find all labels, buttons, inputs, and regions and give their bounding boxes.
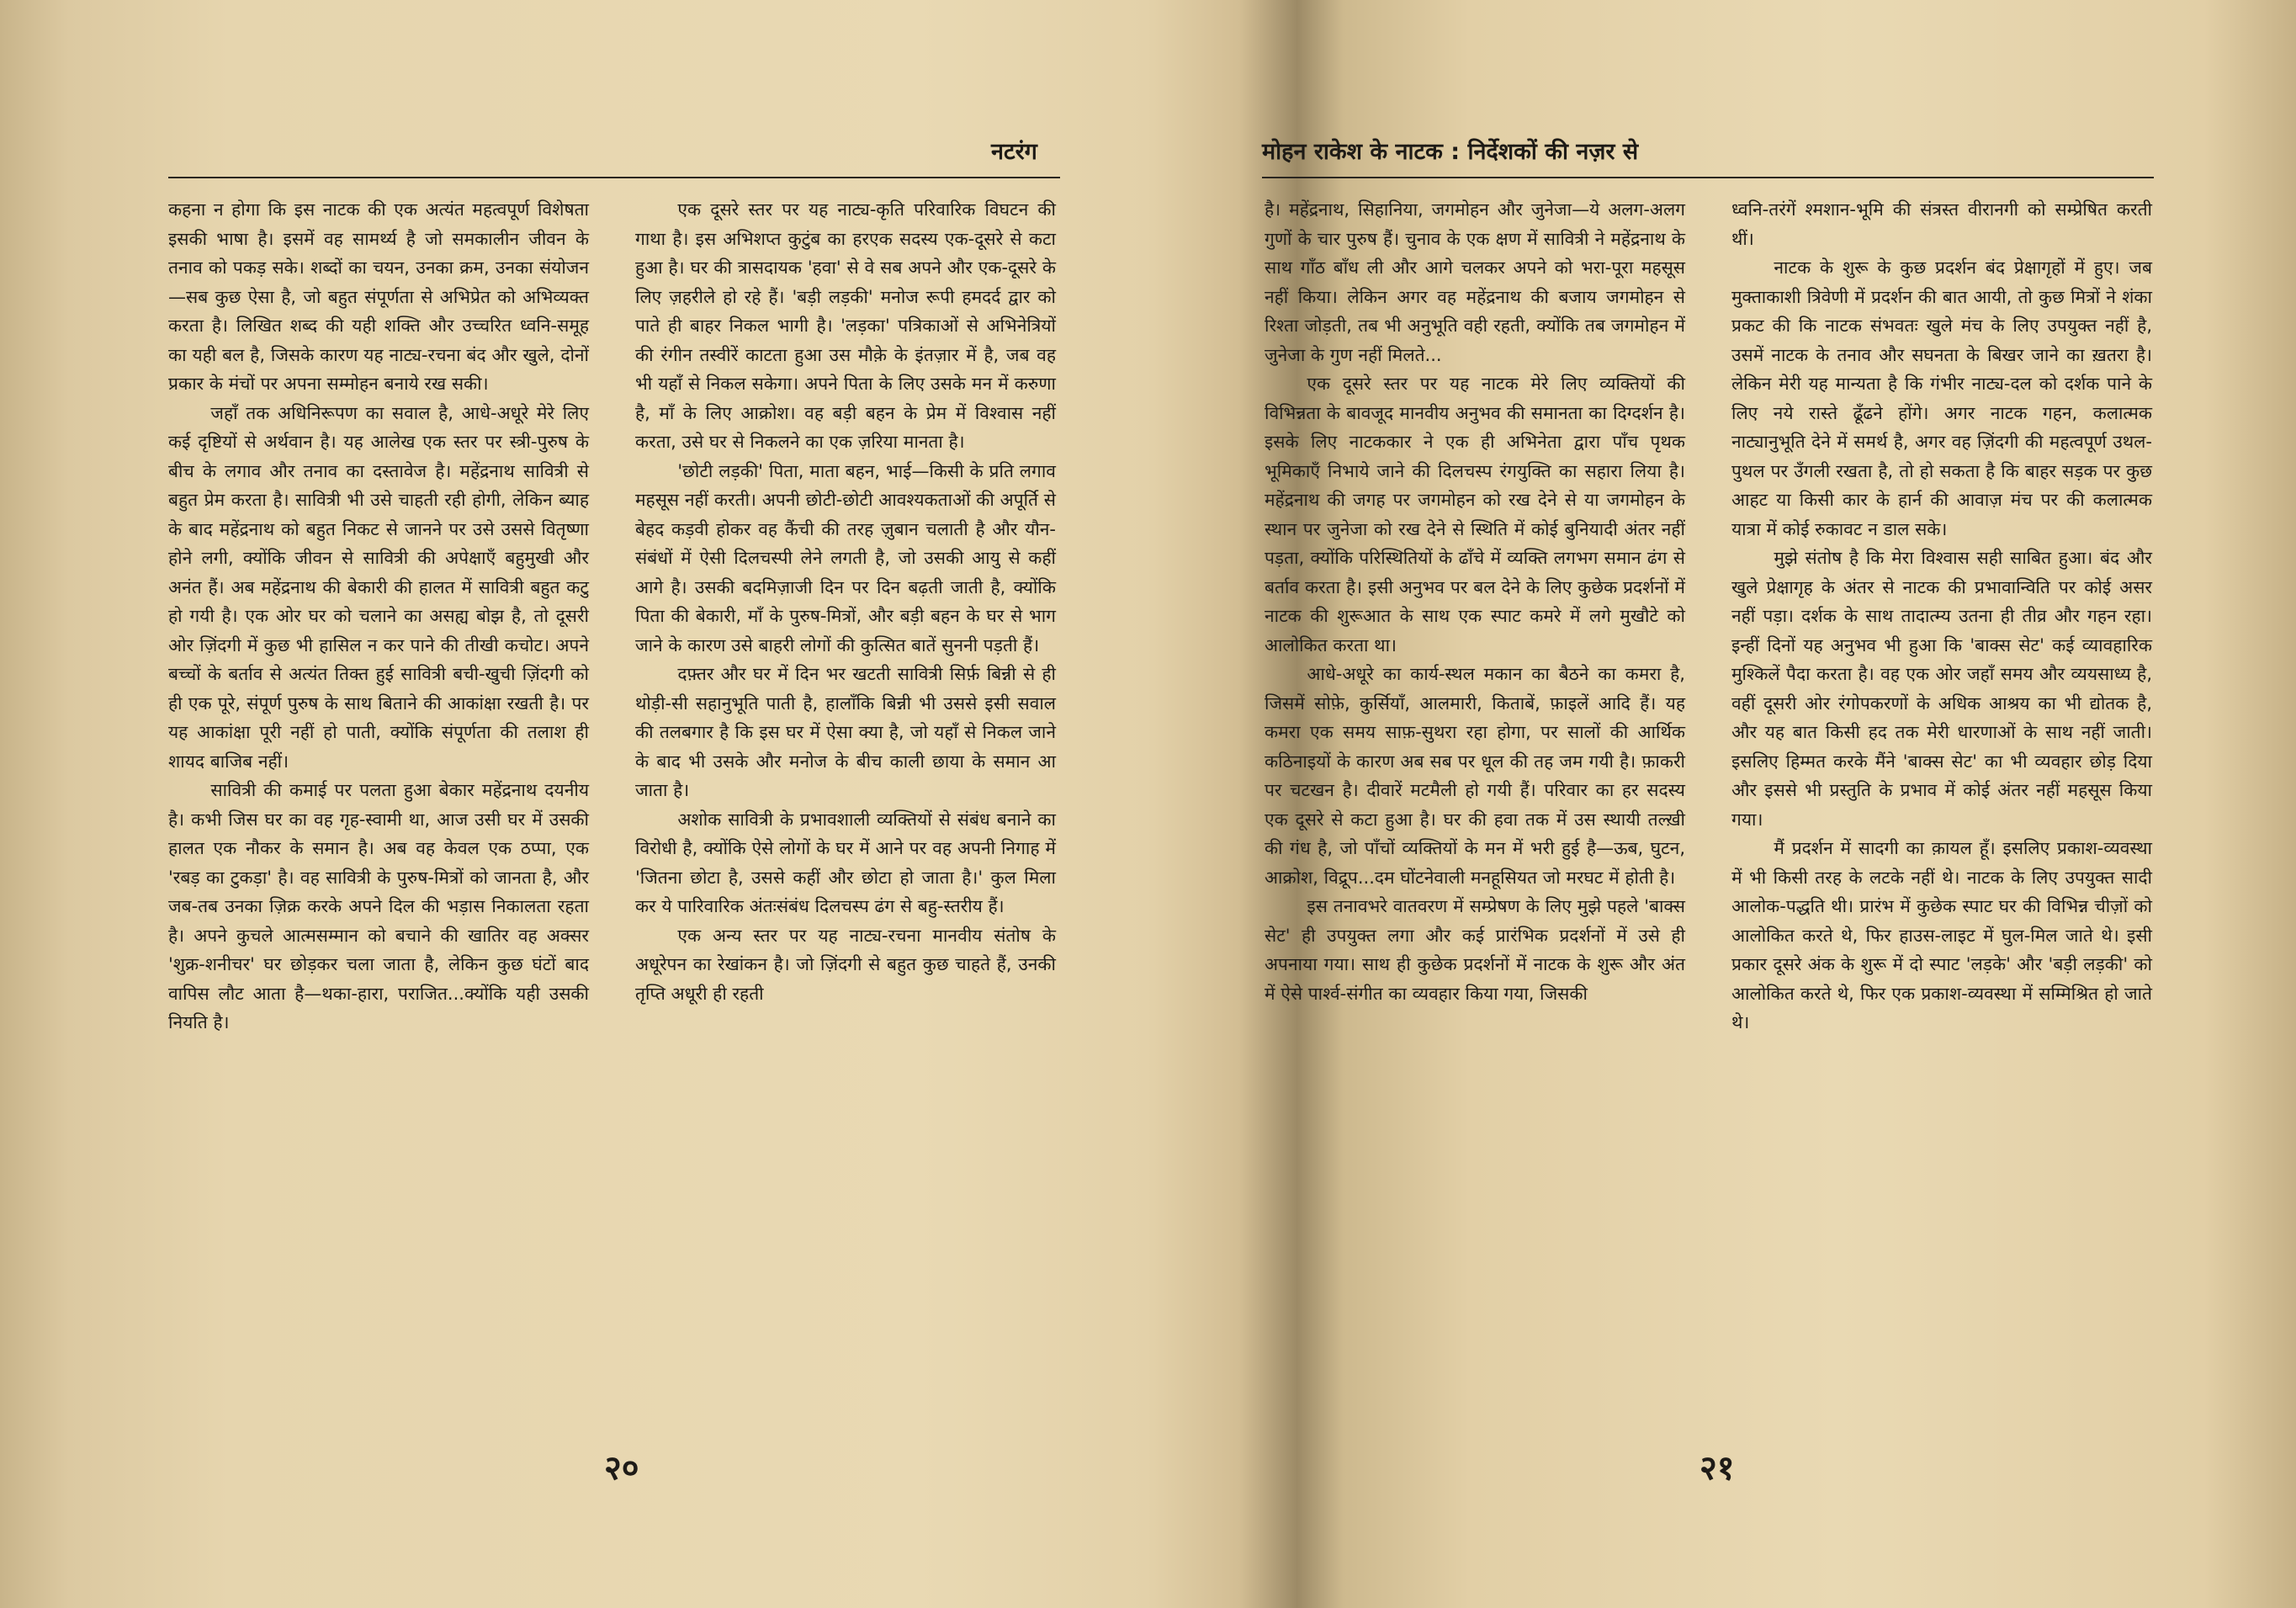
paragraph: एक दूसरे स्तर पर यह नाट्य-कृति परिवारिक विघटन की गाथा है। इस अभिशप्त कुटुंब का हरएक सदस्य एक-दूसरे से कटा हुआ है। घर की त्रासदायक 'हवा' से वे सब अपने और एक-दूसरे के लिए ज़हरीले हो रहे हैं। 'बड़ी लड़की' मनोज रूपी हमदर्द द्वार को पाते ही बाहर निकल भागी है। 'लड़का' पत्रिकाओं से अभिनेत्रियों की रंगीन तस्वीरें काटता हुआ उस मौक़े के इंतज़ार में है, जब वह भी यहाँ से निकल सकेगा। अपने पिता के लिए उसके मन में करुणा है, माँ के लिए आक्रोश। वह बड़ी बहन के प्रेम में विश्वास नहीं करता, उसे घर से निकलने का एक ज़रिया मानता है। <box>635 199 1056 452</box>
paragraph: आधे-अधूरे का कार्य-स्थल मकान का बैठने का कमरा है, जिसमें सोफ़े, कुर्सियाँ, आलमारी, किताबें, फ़ाइलें आदि हैं। यह कमरा एक समय साफ़-सुथरा रहा होगा, पर सालों की आर्थिक कठिनाइयों के कारण अब सब पर धूल की तह जम गयी है। फ़ाकरी पर चटखन है। दीवारें मटमैली हो गयी हैं। परिवार का हर सदस्य एक दूसरे से कटा हुआ है। घर की हवा तक में उस स्थायी तल्ख़ी की गंध है, जो पाँचों व्यक्तियों के मन में भरी हुई है—ऊब, घुटन, आक्रोश, विद्रूप...दम घोंटनेवाली मनहूसियत जो मरघट में होती है। <box>1265 664 1685 888</box>
paragraph: 'छोटी लड़की' पिता, माता बहन, भाई—किसी के प्रति लगाव महसूस नहीं करती। अपनी छोटी-छोटी आवश्यकताओं की अपूर्ति से बेहद कड़वी होकर वह कैंची की तरह ज़ुबान चलाती है और यौन-संबंधों में ऐसी दिलचस्पी लेने लगती है, जो उसकी आयु से कहीं आगे है। उसकी बदमिज़ाजी दिन पर दिन बढ़ती जाती है, क्योंकि पिता की बेकारी, माँ के पुरुष-मित्रों, और बड़ी बहन के घर से भाग जाने के कारण उसे बाहरी लोगों की कुत्सित बातें सुननी पड़ती हैं। <box>635 460 1056 655</box>
paragraph: मैं प्रदर्शन में सादगी का क़ायल हूँ। इसलिए प्रकाश-व्यवस्था में भी किसी तरह के लटके नहीं थे। नाटक के लिए उपयुक्त सादी आलोक-पद्धति थी। प्रारंभ में कुछेक स्पाट घर की विभिन्न चीज़ों को आलोकित करते थे, फिर हाउस-लाइट में घुल-मिल जाते थे। इसी प्रकार दूसरे अंक के शुरू में दो स्पाट 'लड़के' और 'बड़ी लड़की' को आलोकित करते थे, फिर एक प्रकाश-व्यवस्था में सम्मिश्रित हो जाते थे। <box>1731 838 2152 1032</box>
paragraph: ध्वनि-तरंगें श्मशान-भूमि की संत्रस्त वीरानगी को सम्प्रेषित करती थीं। <box>1731 199 2152 249</box>
paragraph: इस तनावभरे वातवरण में सम्प्रेषण के लिए मुझे पहले 'बाक्स सेट' ही उपयुक्त लगा और कई प्रारंभिक प्रदर्शनों में उसे ही अपनाया गया। साथ ही कुछेक प्रदर्शनों में नाटक के शुरू और अंत में ऐसे पार्श्व-संगीत का व्यवहार किया गया, जिसकी <box>1265 896 1685 1004</box>
paragraph: कहना न होगा कि इस नाटक की एक अत्यंत महत्वपूर्ण विशेषता इसकी भाषा है। इसमें वह सामर्थ्य है जो समकालीन जीवन के तनाव को पकड़ सके। शब्दों का चयन, उनका क्रम, उनका संयोजन—सब कुछ ऐसा है, जो बहुत संपूर्णता से अभिप्रेत को अभिव्यक्त करता है। लिखित शब्द की यही शक्ति और उच्चरित ध्वनि-समूह का यही बल है, जिसके कारण यह नाट्य-रचना बंद और खुले, दोनों प्रकार के मंचों पर अपना सम्मोहन बनाये रख सकी। <box>168 199 589 394</box>
left-column-2 <box>635 195 1056 1008</box>
left-page <box>0 0 1136 1608</box>
paragraph: अशोक सावित्री के प्रभावशाली व्यक्तियों से संबंध बनाने का विरोधी है, क्योंकि ऐसे लोगों के घर में आने पर वह अपनी निगाह में 'जितना छोटा है, उससे कहीं और छोटा हो जाता है।' कुल मिला कर ये पारिवारिक अंतःसंबंध दिलचस्प ढंग से बहु-स्तरीय हैं। <box>635 809 1056 916</box>
right-column-2 <box>1731 195 2152 1038</box>
running-head-right: मोहन राकेश के नाटक : निर्देशकों की नज़र से <box>1262 139 1639 165</box>
paragraph: सावित्री की कमाई पर पलता हुआ बेकार महेंद्रनाथ दयनीय है। कभी जिस घर का वह गृह-स्वामी था, आज उसी घर में उसकी हालत एक नौकर के समान है। अब वह केवल एक ठप्पा, एक 'रबड़ का टुकड़ा' है। वह सावित्री के पुरुष-मित्रों को जानता है, और जब-तब उनका ज़िक्र करके अपने दिल की भड़ास निकालता रहता है। अपने कुचले आत्मसम्मान को बचाने की खातिर वह अक्सर 'शुक्र-शनीचर' घर छोड़कर चला जाता है, लेकिन कुछ घंटों बाद वापिस लौट आता है—थका-हारा, पराजित...क्योंकि यही उसकी नियति है। <box>168 780 589 1032</box>
paragraph: मुझे संतोष है कि मेरा विश्वास सही साबित हुआ। बंद और खुले प्रेक्षागृह के अंतर से नाटक की प्रभावान्विति पर कोई असर नहीं पड़ा। दर्शक के साथ तादात्म्य उतना ही तीव्र और गहन रहा। इन्हीं दिनों यह अनुभव भी हुआ कि 'बाक्स सेट' कई व्यावहारिक मुश्किलें पैदा करता है। वह एक ओर जहाँ समय और व्ययसाध्य है, वहीं दूसरी ओर रंगोपकरणों के अधिक आश्रय का भी द्योतक है, और यह बात किसी हद तक मेरी धारणाओं के साथ नहीं जाती। इसलिए हिम्मत करके मैंने 'बाक्स सेट' का भी व्यवहार छोड़ दिया और इससे भी प्रस्तुति के प्रभाव में कोई अंतर नहीं महसूस किया गया। <box>1731 548 2152 830</box>
paragraph: जहाँ तक अधिनिरूपण का सवाल है, आधे-अधूरे मेरे लिए कई दृष्टियों से अर्थवान है। यह आलेख एक स्तर पर स्त्री-पुरुष के बीच के लगाव और तनाव का दस्तावेज है। महेंद्रनाथ सावित्री से बहुत प्रेम करता है। सावित्री भी उसे चाहती रही होगी, लेकिन ब्याह के बाद महेंद्रनाथ को बहुत निकट से जानने पर उसे उससे वितृष्णा होने लगी, क्योंकि जीवन से सावित्री की अपेक्षाएँ बहुमुखी और अनंत हैं। अब महेंद्रनाथ की बेकारी की हालत में सावित्री बहुत कटु हो गयी है। एक ओर घर को चलाने का असह्य बोझ है, तो दूसरी ओर ज़िंदगी में कुछ भी हासिल न कर पाने की तीखी कचोट। अपने बच्चों के बर्ताव से अत्यंत तिक्त हुई सावित्री बची-खुची ज़िंदगी को ही एक पूरे, संपूर्ण पुरुष के साथ बिताने की आकांक्षा रखती है। पर यह आकांक्षा पूरी नहीं हो पाती, क्योंकि संपूर्णता की तलाश ही शायद बाजिब नहीं। <box>168 402 589 772</box>
header-rule-left <box>168 177 1060 178</box>
paragraph: नाटक के शुरू के कुछ प्रदर्शन बंद प्रेक्षागृहों में हुए। जब मुक्ताकाशी त्रिवेणी में प्रदर्शन की बात आयी, तो कुछ मित्रों ने शंका प्रकट की कि नाटक संभवतः खुले मंच के लिए उपयुक्त नहीं है, उसमें नाटक के तनाव और सघनता के बिखर जाने का ख़तरा है। लेकिन मेरी यह मान्यता है कि गंभीर नाट्य-दल को दर्शक पाने के लिए नये रास्ते ढूँढने होंगे। अगर नाटक गहन, कलात्मक नाट्यानुभूति देने में समर्थ है, अगर वह ज़िंदगी की महत्वपूर्ण उथल-पुथल पर उँगली रखता है, तो हो सकता है कि बाहर सड़क पर कुछ आहट या किसी कार के हार्न की आवाज़ मंच पर की कलात्मक यात्रा में कोई रुकावट न डाल सके। <box>1731 257 2152 539</box>
right-column-1 <box>1265 195 1685 1008</box>
paragraph: दफ़्तर और घर में दिन भर खटती सावित्री सिर्फ़ बिन्नी से ही थोड़ी-सी सहानुभूति पाती है, हालाँकि बिन्नी भी उससे इसी सवाल की तलबगार है कि इस घर में ऐसा क्या है, जो यहाँ से निकल जाने के बाद भी उसके और मनोज के बीच काली छाया के समान आ जाता है। <box>635 664 1056 800</box>
paragraph: एक अन्य स्तर पर यह नाट्य-रचना मानवीय संतोष के अधूरेपन का रेखांकन है। जो ज़िंदगी से बहुत कुछ चाहते हैं, उनकी तृप्ति अधूरी ही रहती <box>635 925 1056 1004</box>
page-number-left: २० <box>604 1449 639 1488</box>
left-column-1 <box>168 195 589 1038</box>
paragraph: है। महेंद्रनाथ, सिहानिया, जगमोहन और जुनेजा—ये अलग-अलग गुणों के चार पुरुष हैं। चुनाव के एक क्षण में सावित्री ने महेंद्रनाथ के साथ गाँठ बाँध ली और आगे चलकर अपने को भरा-पूरा महसूस नहीं किया। लेकिन अगर वह महेंद्रनाथ की बजाय जगमोहन से रिश्ता जोड़ती, तब भी अनुभूति वही रहती, क्योंकि तब जगमोहन में जुनेजा के गुण नहीं मिलते... <box>1265 199 1685 365</box>
page-number-right: २१ <box>1699 1449 1735 1488</box>
paragraph: एक दूसरे स्तर पर यह नाटक मेरे लिए व्यक्तियों की विभिन्नता के बावजूद मानवीय अनुभव की समानता का दिग्दर्शन है। इसके लिए नाटककार ने एक ही अभिनेता द्वारा पाँच पृथक भूमिकाएँ निभाये जाने की दिलचस्प रंगयुक्ति का सहारा लिया है। महेंद्रनाथ की जगह पर जगमोहन को रख देने से या जगमोहन के स्थान पर जुनेजा को रख देने से स्थिति में कोई बुनियादी अंतर नहीं पड़ता, क्योंकि परिस्थितियों के ढाँचे में व्यक्ति लगभग समान ढंग से बर्ताव करता है। इसी अनुभव पर बल देने के लिए कुछेक प्रदर्शनों में नाटक की शुरूआत के साथ एक स्पाट कमरे में लगे मुखौटे को आलोकित करता था। <box>1265 374 1685 655</box>
header-rule-right <box>1262 177 2154 178</box>
right-page <box>1178 0 2296 1608</box>
running-head-left: नटरंग <box>991 139 1037 165</box>
